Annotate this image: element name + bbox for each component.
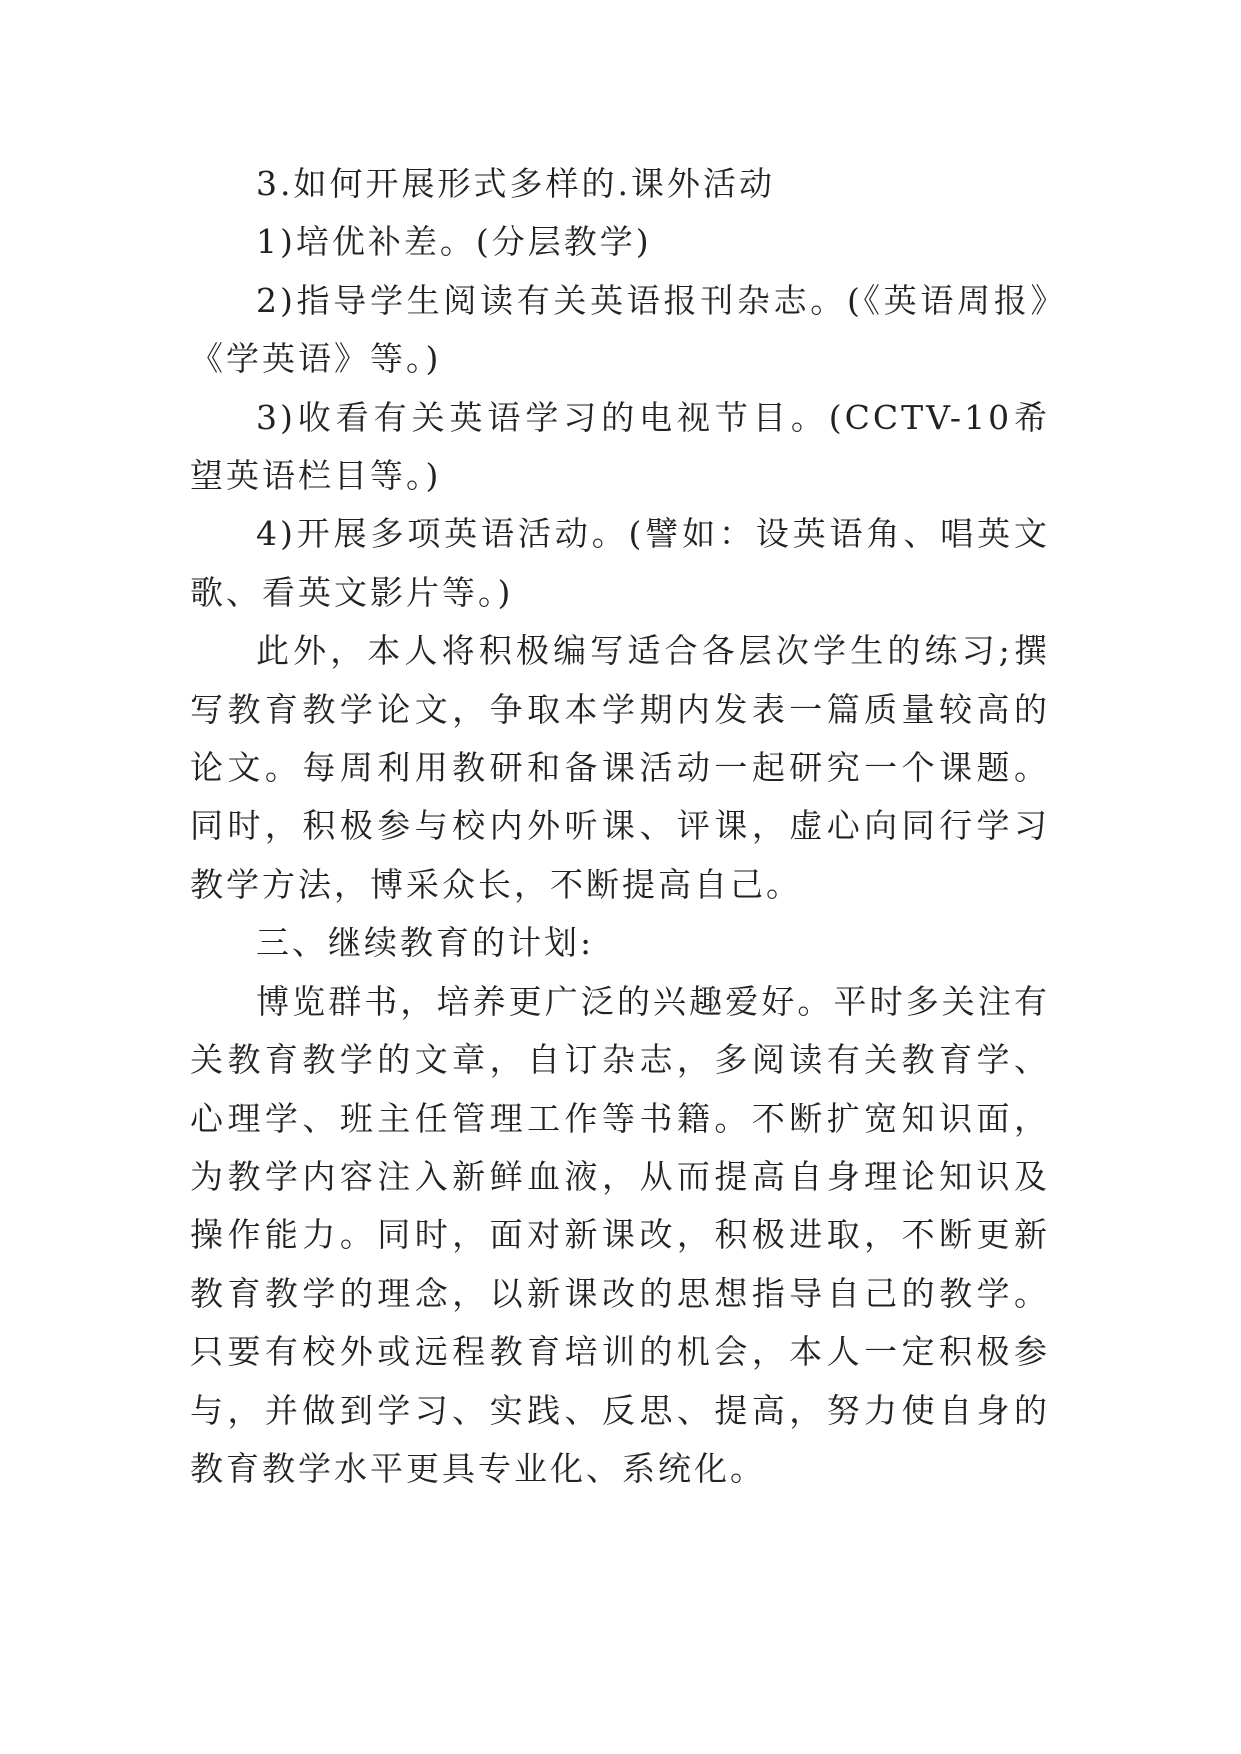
paragraph-continuing-education: 博览群书，培养更广泛的兴趣爱好。平时多关注有关教育教学的文章，自订杂志，多阅读有关教育学、心理学、班主任管理工作等书籍。不断扩宽知识面，为教学内容注入新鲜血液，从而提高自身理论知识及操作能力。同时，面对新课改，积极进取，不断更新教育教学的理念，以新课改的思想指导自己的教学。只要有校外或远程教育培训的机会，本人一定积极参与，并做到学习、实践、反思、提高，努力使自身的教育教学水平更具专业化、系统化。 bbox=[190, 981, 1050, 1488]
list-item-reading-newspapers: 2)指导学生阅读有关英语报刊杂志。(《英语周报》《学英语》等。) bbox=[190, 280, 1050, 379]
list-item-english-activities: 4)开展多项英语活动。(譬如：设英语角、唱英文歌、看英文影片等。) bbox=[190, 514, 1050, 612]
heading-extracurricular-activities: 3.如何开展形式多样的.课外活动 bbox=[256, 164, 775, 203]
paragraph-research-plan: 此外，本人将积极编写适合各层次学生的练习;撰写教育教学论文，争取本学期内发表一篇质量较高的论文。每周利用教研和备课活动一起研究一个课题。同时，积极参与校内外听课、评课，虚心向同行学习教学方法，博采众长，不断提高自己。 bbox=[190, 631, 1050, 904]
list-item-tv-programs: 3)收看有关英语学习的电视节目。(CCTV-10希望英语栏目等。) bbox=[190, 397, 1050, 496]
document-body bbox=[190, 155, 1050, 1498]
list-item-tutoring: 1)培优补差。(分层教学) bbox=[256, 222, 652, 262]
section-heading-continuing-education: 三、继续教育的计划: bbox=[256, 923, 595, 963]
